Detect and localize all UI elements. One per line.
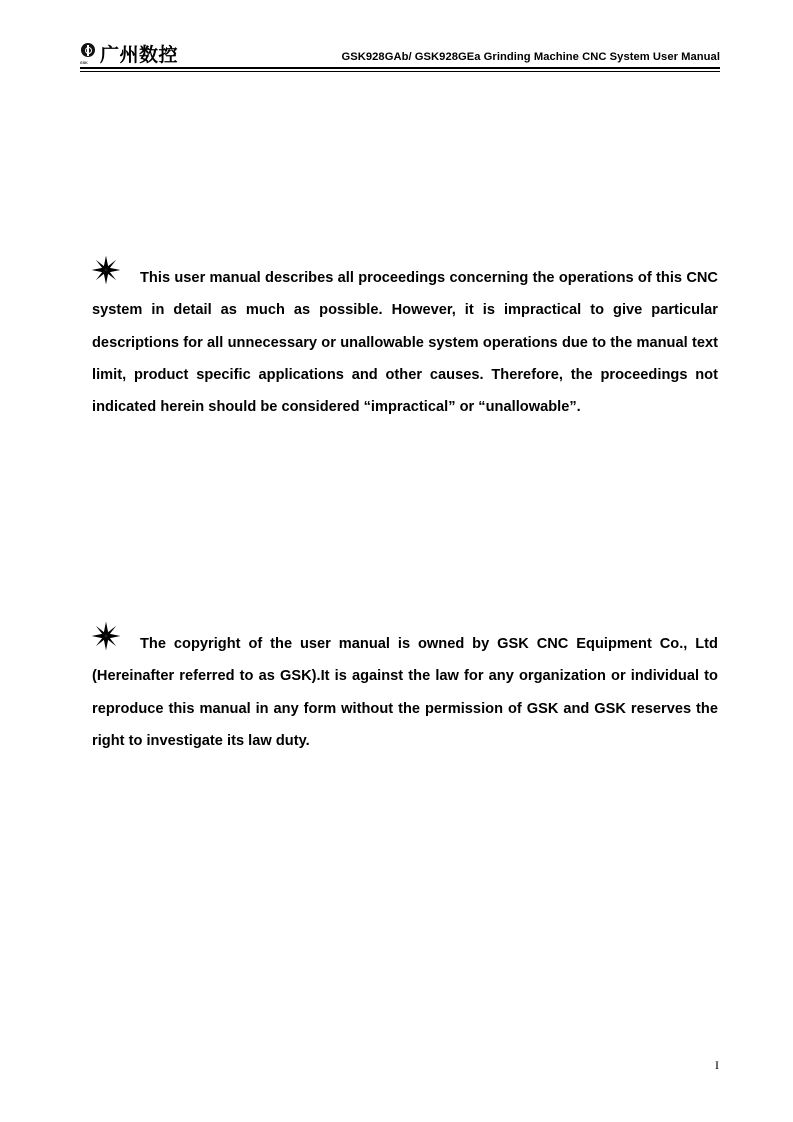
- notice-block-copyright: [92, 628, 718, 757]
- notice-block-manual-scope: [92, 262, 718, 423]
- header-divider: [80, 67, 720, 72]
- header-row: [80, 38, 720, 66]
- notice-text-manual-scope: This user manual describes all proceedings concerning the operations of this CNC system in detail as much as possible. However, it is impractical to give particular descriptions for all unnecessary or unallowable system operations due to the manual text limit, product specific applications and other causes. Therefore, the proceedings not indicated herein should be considered “impractical” or “unallowable”.: [92, 270, 718, 416]
- emblem-disc: [81, 43, 95, 57]
- page-number: I: [715, 1058, 719, 1072]
- header-rule-thin: [80, 71, 720, 72]
- company-name-cn: 广州数控: [100, 44, 179, 66]
- gsk-circular-emblem-icon: [80, 42, 98, 66]
- company-logo: [80, 40, 178, 66]
- notice-text-copyright: The copyright of the user manual is owned by GSK CNC Equipment Co., Ltd (Hereinafter referred to as GSK).It is against the law for any organization or individual to reproduce this manual in any form without the permission of GSK and GSK reserves the right to investigate its law duty.: [92, 636, 718, 749]
- page-header: [80, 38, 720, 72]
- manual-title: GSK928GAb/ GSK928GEa Grinding Machine CNC System User Manual: [341, 51, 720, 63]
- emblem-caption: GSK: [80, 61, 88, 65]
